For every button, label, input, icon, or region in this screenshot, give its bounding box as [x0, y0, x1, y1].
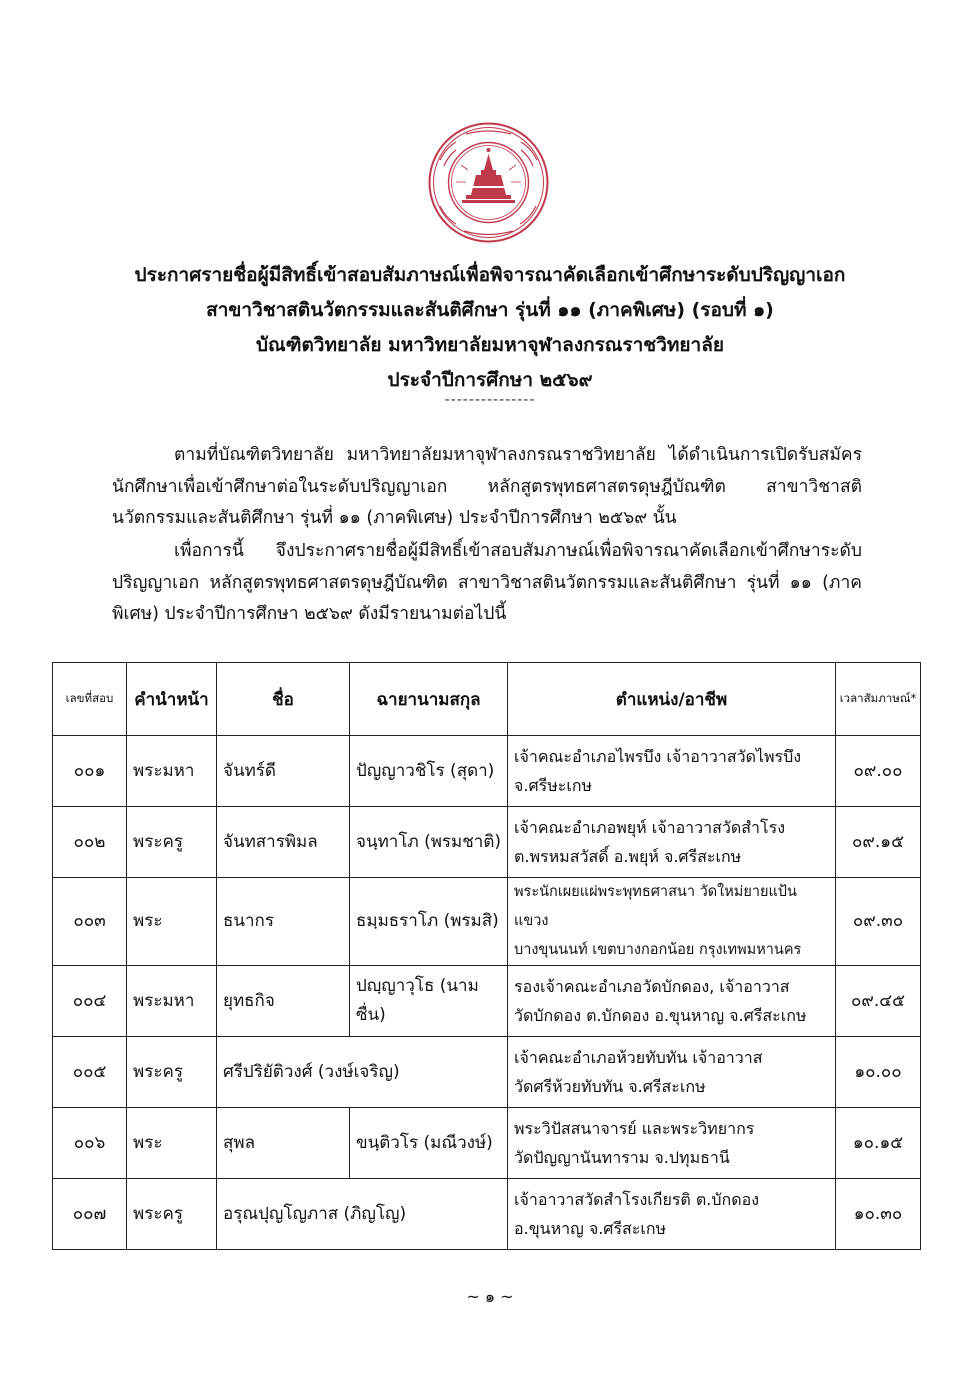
- cell-interview-time: ๑๐.๐๐: [836, 1037, 921, 1108]
- cell-name: ยุทธกิจ: [217, 966, 350, 1037]
- position-line-2: บางขุนนนท์ เขตบางกอกน้อย กรุงเทพมหานคร: [514, 942, 802, 958]
- cell-prefix: พระครู: [127, 1037, 217, 1108]
- table-row: [53, 1179, 921, 1250]
- position-line-2: ต.พรหมสวัสดิ์ อ.พยุห์ จ.ศรีสะเกษ: [514, 847, 742, 866]
- header-prefix: คำนำหน้า: [127, 663, 217, 736]
- cell-surname: ปัญญาวชิโร (สุดา): [350, 736, 508, 807]
- cell-exam-number: ๐๐๖: [53, 1108, 127, 1179]
- cell-interview-time: ๐๙.๔๕: [836, 966, 921, 1037]
- position-line-1: พระวิปัสสนาจารย์ และพระวิทยากร: [514, 1119, 755, 1138]
- table-row: [53, 1037, 921, 1108]
- header-name: ชื่อ: [217, 663, 350, 736]
- header-position: ตำแหน่ง/อาชีพ: [508, 663, 836, 736]
- cell-interview-time: ๑๐.๑๕: [836, 1108, 921, 1179]
- cell-position: [508, 736, 836, 807]
- cell-prefix: พระ: [127, 878, 217, 966]
- cell-surname: ธมฺมธราโภ (พรมสิ): [350, 878, 508, 966]
- cell-name: จันทสารพิมล: [217, 807, 350, 878]
- cell-exam-number: ๐๐๒: [53, 807, 127, 878]
- cell-exam-number: ๐๐๕: [53, 1037, 127, 1108]
- cell-name: สุพล: [217, 1108, 350, 1179]
- header-interview-time: เวลาสัมภาษณ์*: [836, 663, 921, 736]
- title-line-1: ประกาศรายชื่อผู้มีสิทธิ์เข้าสอบสัมภาษณ์เพื่อพิจารณาคัดเลือกเข้าศึกษาระดับปริญญาเอก: [134, 264, 846, 286]
- position-line-2: วัดศรีห้วยทับทัน จ.ศรีสะเกษ: [514, 1077, 706, 1096]
- cell-position: [508, 1179, 836, 1250]
- header-surname: ฉายานามสกุล: [350, 663, 508, 736]
- title-line-3: บัณฑิตวิทยาลัย มหาวิทยาลัยมหาจุฬาลงกรณราชวิทยาลัย: [256, 334, 724, 356]
- title-line-2: สาขาวิชาสตินวัตกรรมและสันติศึกษา รุ่นที่ ๑๑ (ภาคพิเศษ) (รอบที่ ๑): [206, 299, 774, 321]
- cell-position: [508, 966, 836, 1037]
- cell-surname: ขนฺติวโร (มณีวงษ์): [350, 1108, 508, 1179]
- university-seal: [426, 120, 551, 245]
- position-line-2: อ.ขุนหาญ จ.ศรีสะเกษ: [514, 1219, 667, 1238]
- cell-name: ธนากร: [217, 878, 350, 966]
- position-line-2: วัดบักดอง ต.บักดอง อ.ขุนหาญ จ.ศรีสะเกษ: [514, 1006, 807, 1025]
- cell-exam-number: ๐๐๓: [53, 878, 127, 966]
- cell-position: [508, 878, 836, 966]
- paragraph-announcement-text: เพื่อการนี้ จึงประกาศรายชื่อผู้มีสิทธิ์เข้าสอบสัมภาษณ์เพื่อพิจารณาคัดเลือกเข้าศึกษาระดับปริญญาเอก หลักสูตรพุทธศาสตรดุษฎีบัณฑิต สาขาวิชาสตินวัตกรรมและสันติศึกษา รุ่นที่ ๑๑ (ภาคพิเศษ) ประจำปีการศึกษา ๒๕๖๙ ดังมีรายนามต่อไปนี้: [112, 541, 862, 624]
- cell-position: [508, 807, 836, 878]
- table-row: [53, 878, 921, 966]
- title-line-4: ประจำปีการศึกษา ๒๕๖๙: [387, 369, 593, 391]
- cell-exam-number: ๐๐๔: [53, 966, 127, 1037]
- position-line-1: เจ้าคณะอำเภอห้วยทับทัน เจ้าอาวาส: [514, 1048, 763, 1067]
- table-row: [53, 1108, 921, 1179]
- cell-prefix: พระมหา: [127, 966, 217, 1037]
- cell-surname: ปญฺญาวุโธ (นามซื่น): [350, 966, 508, 1037]
- announcement-title: [0, 258, 980, 398]
- table-row: [53, 807, 921, 878]
- position-line-1: รองเจ้าคณะอำเภอวัดบักดอง, เจ้าอาวาส: [514, 977, 790, 996]
- position-line-1: เจ้าคณะอำเภอไพรบึง เจ้าอาวาสวัดไพรบึง: [514, 747, 802, 766]
- cell-interview-time: ๐๙.๑๕: [836, 807, 921, 878]
- page-number: ~ ๑ ~: [466, 1287, 514, 1306]
- table-row: [53, 736, 921, 807]
- header-exam-number: เลขที่สอบ: [53, 663, 127, 736]
- cell-position: [508, 1108, 836, 1179]
- cell-name-merged: อรุณปุญโญภาส (ภิญโญ): [217, 1179, 508, 1250]
- cell-interview-time: ๐๙.๐๐: [836, 736, 921, 807]
- cell-interview-time: ๐๙.๓๐: [836, 878, 921, 966]
- cell-position: [508, 1037, 836, 1108]
- cell-prefix: พระ: [127, 1108, 217, 1179]
- cell-surname: จนฺทาโภ (พรมชาติ): [350, 807, 508, 878]
- cell-name: จันทร์ดี: [217, 736, 350, 807]
- cell-prefix: พระมหา: [127, 736, 217, 807]
- paragraph-announcement: [112, 536, 862, 631]
- candidate-table: [52, 662, 921, 1250]
- table-header-row: [53, 663, 921, 736]
- cell-interview-time: ๑๐.๓๐: [836, 1179, 921, 1250]
- position-line-1: เจ้าอาวาสวัดสำโรงเกียรติ ต.บักดอง: [514, 1190, 760, 1209]
- cell-exam-number: ๐๐๑: [53, 736, 127, 807]
- title-divider: ---------------: [444, 392, 536, 408]
- position-line-1: เจ้าคณะอำเภอพยุห์ เจ้าอาวาสวัดสำโรง: [514, 818, 786, 837]
- paragraph-intro: [112, 440, 862, 535]
- cell-exam-number: ๐๐๗: [53, 1179, 127, 1250]
- cell-name-merged: ศรีปริยัติวงศ์ (วงษ์เจริญ): [217, 1037, 508, 1108]
- paragraph-intro-text: ตามที่บัณฑิตวิทยาลัย มหาวิทยาลัยมหาจุฬาลงกรณราชวิทยาลัย ได้ดำเนินการเปิดรับสมัครนักศึกษาเพื่อเข้าศึกษาต่อในระดับปริญญาเอก หลักสูตรพุทธศาสตรดุษฎีบัณฑิต สาขาวิชาสตินวัตกรรมและสันติศึกษา รุ่นที่ ๑๑ (ภาคพิเศษ) ประจำปีการศึกษา ๒๕๖๙ นั้น: [112, 445, 862, 528]
- position-line-1: พระนักเผยแผ่พระพุทธศาสนา วัดใหม่ยายแป้น แขวง: [514, 884, 797, 929]
- table-row: [53, 966, 921, 1037]
- position-line-2: จ.ศรีษะเกษ: [514, 776, 593, 795]
- cell-prefix: พระครู: [127, 807, 217, 878]
- position-line-2: วัดปัญญานันทาราม จ.ปทุมธานี: [514, 1148, 730, 1167]
- cell-prefix: พระครู: [127, 1179, 217, 1250]
